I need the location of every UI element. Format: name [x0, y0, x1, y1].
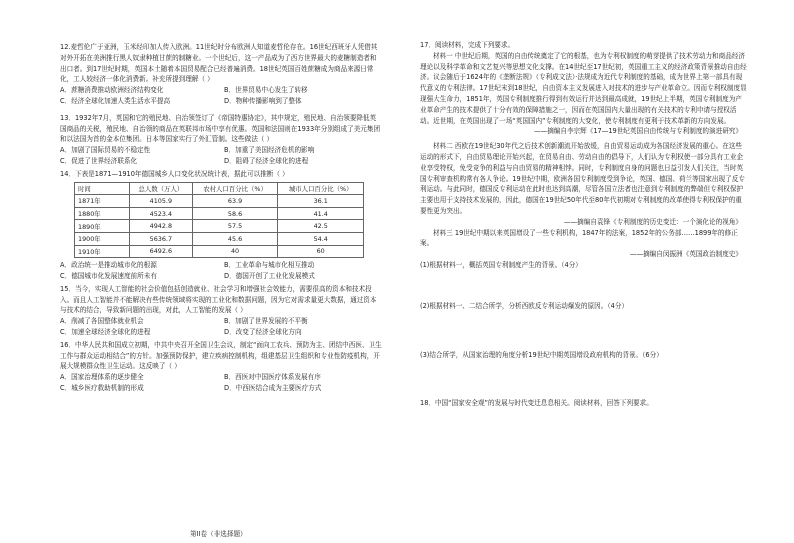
- option-d[interactable]: D．阻碍了经济全球化的进程: [224, 156, 309, 165]
- material-one-source: ——摘编自李宗辉《17—19世纪英国自由传统与专利制度的演进研究》: [534, 127, 742, 136]
- table-header: 时间: [75, 182, 130, 195]
- option-a[interactable]: A．加剧了国际贸易的不稳定性: [60, 146, 151, 155]
- table-cell: 57.5: [192, 220, 278, 233]
- question-14-options: [60, 260, 382, 282]
- table-header: 农村人口百分比（%）: [192, 182, 278, 195]
- material-two-source: ——摘编自袁锋《专利制度的历史变迁：一个演化论的视角》: [563, 217, 742, 226]
- option-d[interactable]: D．中西医结合成为主要医疗方式: [224, 383, 322, 392]
- option-b[interactable]: B．西医对中国医疗体系发展有序: [224, 373, 321, 382]
- right-column: [420, 40, 748, 409]
- option-c[interactable]: C．城乡医疗救助机制的形成: [60, 383, 144, 392]
- table-cell: 63.9: [192, 195, 278, 208]
- question-12-options: [60, 85, 382, 107]
- table-cell: 45.6: [192, 232, 278, 245]
- option-a[interactable]: A．蔗糖消费推动欧洲经济结构变化: [60, 86, 164, 95]
- question-12: [60, 42, 382, 107]
- table-row: [75, 207, 364, 220]
- option-d[interactable]: D．物种传播影响到了整体: [224, 96, 302, 105]
- material-one: 材料一 中世纪后期，英国的自由传统奠定了它的根基，也为专利权制度的萌芽提供了技术劳动力和商品经济理论以及科学革命和文艺复兴等思想文化支撑。在14世纪至17世纪初，英国重工主义的经济政策背景推动自由经济。议会随后于1624年的《垄断法规》（专利成文法）·法规成为近代专利制度的基础，成为世界上第一部具有现代意义的专利法律。17世纪末到18世纪，自由资本主义发展进入对技术的进步与产业革命立。因而专利权制度显现强大生命力，1851年，英国专利制度推行得到有效运行并达到最高成就，19世纪上半期，英国专利制度为产业革命产生的技术提供了十分有效的保障措施之一，因而在英国国内大量出现的有关技术的专利申请与授权活动。近世期，在英国出现了一场“英国国内”专利制度的大变化，使专利制度有更利于技术革新的方向发展。: [420, 51, 747, 125]
- option-a[interactable]: A．削减了各国整体就业机会: [60, 317, 144, 326]
- question-14-stem: 14．下表是1871—1910年德国城乡人口变化状况统计表，据此可以推断（ ）: [60, 169, 289, 178]
- table-row: [75, 220, 364, 233]
- question-17-part-2: (2)根据材料一、二结合所学，分析西欧反专利运动爆发的原因。（4分）: [420, 301, 629, 310]
- question-14: [60, 169, 382, 282]
- table-cell: 1880年: [75, 207, 130, 220]
- material-three: 材料三 19世纪中期以来英国增设了一些专利机构，1847年的法案，1852年的公务部……1899年的修正案。: [420, 228, 738, 248]
- option-b[interactable]: B．世界贸易中心发生了转移: [224, 86, 308, 95]
- question-13: [60, 113, 382, 167]
- question-15-stem: 15．当今，实现人工智能的社会价值包括创造就业、社会学习和增强社会效能力，需要很高的资本和技术投入。而且人工智能并不能解决有些传统领域将实现的工业化和数据问题，因为它对需求量更大数据，通过资本与技术的结合，导致新问题的出现，对此，人工智能的发展（ ）: [60, 284, 377, 315]
- table-row: [75, 232, 364, 245]
- option-d[interactable]: D．德国开创了工业化发展模式: [224, 271, 315, 280]
- table-cell: 36.1: [278, 195, 364, 208]
- left-column: [60, 40, 382, 394]
- material-three-source: ——摘编自闵振洲《英国政治制度史》: [629, 250, 742, 259]
- table-cell: 4105.9: [130, 195, 193, 208]
- table-cell: 42.5: [278, 220, 364, 233]
- answer-space[interactable]: [420, 360, 748, 398]
- table-cell: 60: [278, 245, 364, 258]
- question-16: [60, 340, 382, 394]
- option-c[interactable]: C．德国城市化发展速度前所未有: [60, 271, 157, 280]
- population-table: [74, 182, 364, 259]
- answer-space[interactable]: [420, 312, 748, 350]
- question-16-stem: 16．中华人民共和国成立初期，中共中央召开全国卫生会议，制定“面向工农兵、预防为主、团结中西医、卫生工作与群众运动相结合”的方针。加强预防保护，建立疾病控制机构，组建基层卫生组织和专业性防疫机构，开展大规模群众性卫生运动。这反映了（ ）: [60, 340, 382, 371]
- option-c[interactable]: C．加速全球经济全球化的进程: [60, 327, 151, 336]
- question-15: [60, 284, 382, 338]
- question-17-part-3: (3)结合所学，从国家治理的角度分析19世纪中期英国增设政府机构的背景。（6分）: [420, 350, 663, 359]
- option-c[interactable]: C．经济全球化加速人类生活水平提高: [60, 96, 171, 105]
- table-cell: 40: [192, 245, 278, 258]
- table-cell: 1910年: [75, 245, 130, 258]
- option-a[interactable]: A．国家治理体系的逐步健全: [60, 373, 144, 382]
- option-b[interactable]: B．加剧了世界发展的不平衡: [224, 317, 308, 326]
- table-cell: 1871年: [75, 195, 130, 208]
- question-16-options: [60, 372, 382, 394]
- table-row: [75, 195, 364, 208]
- material-two: 材料二 西欧在19世纪30年代之后技术创新潮流开始放缓，自由贸易运动成为各国经济发展的重心。在这些运动的形式下，自由贸易理论开始兴起，在贸易自由、劳动自由的倡导下，人们认为专利权使一部分具有工业企业享受特权，免受竞争的利益与自由贸易的精神相悖。同时，专利制度自身的问题也日益引发人们关注，当时英国专利审查机构常有各人争论。19世纪中期，欧洲各国专利制度受到争论，英国、德国、荷兰等国家出现了反专利运动。与此同时，德国反专利运动在此时也达到高潮，尽管各国立法者也注意到专利制度的弊端但专利权保护主要也用于支持技术发展的，因此，德国在19世纪50年代至80年代初期对专利制度的改革使得专利权保护的重要性更为突出。: [420, 142, 745, 215]
- table-cell: 4942.8: [130, 220, 193, 233]
- option-c[interactable]: C．促进了世界经济联系化: [60, 156, 138, 165]
- part-two-heading: 第II卷（非选择题）: [190, 530, 247, 538]
- table-row: [75, 245, 364, 258]
- question-17-part-1: (1)根据材料一，概括英国专利制度产生的背景。（4分）: [420, 260, 582, 269]
- question-15-options: [60, 316, 382, 338]
- option-a[interactable]: A．政治统一是推动城市化的根源: [60, 261, 157, 270]
- question-18-stem: 18．中国“国家安全观”的发展与时代变迁息息相关。阅读材料，回答下列要求。: [420, 399, 653, 408]
- table-header-row: [75, 182, 364, 195]
- table-cell: 58.6: [192, 207, 278, 220]
- question-12-stem: 12.麦哲伦广于亚洲，玉米经印加人传入欧洲。11世纪时分布欧洲人知道麦哲伦存在。16世纪西班牙人凭借其对外开拓在美洲推行黑人奴隶种植甘蔗的制糖业。一个世纪后，这一产品成为了西方世界最大的麦糖制造者和出口者。到17世纪时期，英国本土随着本国贸易配合已经普遍消费。18世纪英国百姓蔗糖成为商品来源日常化，工人较经济一体化消费新。补充所提到理解（ ）: [60, 43, 378, 84]
- table-header: 城市人口百分比（%）: [278, 182, 364, 195]
- table-cell: 54.4: [278, 232, 364, 245]
- question-13-stem: 13．1932年7月，英国和它的殖民地、自治领签订了《帝国特惠协定》，其中规定，殖民地、自治领要降低英国商品的关税，殖民地、自治领的商品在英联邦市场中享有优惠。英国和法国则在1933年分别组成了美元集团和以法国为首的金本位集团。日本等国家实行了外汇管制。这些做法（ ）: [60, 113, 381, 144]
- table-cell: 1890年: [75, 220, 130, 233]
- table-header: 总人数（万人）: [130, 182, 193, 195]
- option-d[interactable]: D．改变了经济全球化方向: [224, 327, 302, 336]
- table-cell: 1900年: [75, 232, 130, 245]
- question-13-options: [60, 145, 382, 167]
- option-b[interactable]: B．工业革命与城市化相互推动: [224, 261, 315, 270]
- option-b[interactable]: B．加重了美国经济危机的影响: [224, 146, 315, 155]
- table-cell: 41.4: [278, 207, 364, 220]
- table-cell: 4523.4: [130, 207, 193, 220]
- table-cell: 6492.6: [130, 245, 193, 258]
- answer-space[interactable]: [420, 271, 748, 301]
- table-cell: 5636.7: [130, 232, 193, 245]
- question-17-title: 17．阅读材料，完成下列要求。: [420, 41, 515, 49]
